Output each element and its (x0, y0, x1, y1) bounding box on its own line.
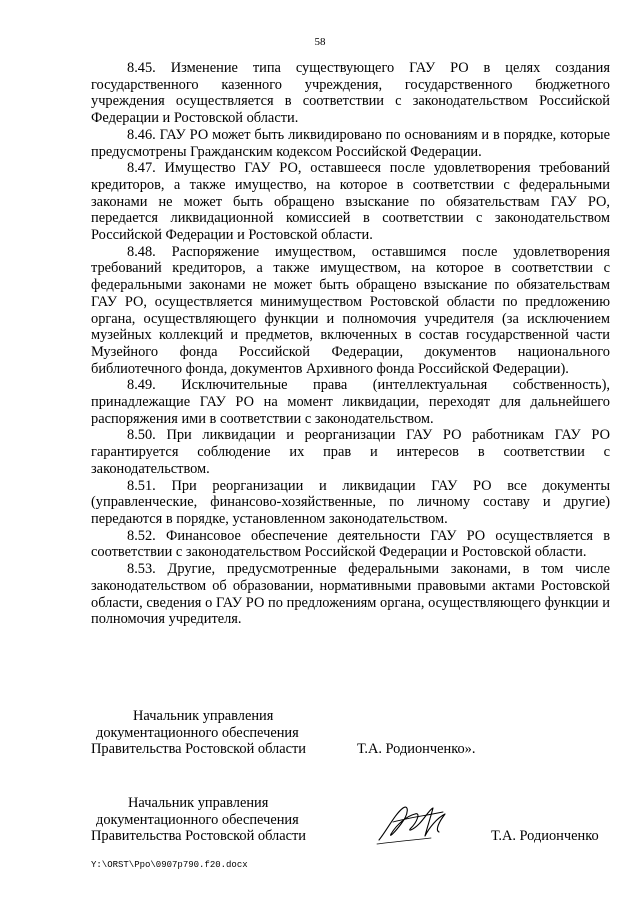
paragraph-8-53: 8.53. Другие, предусмотренные федеральными законами, в том числе законодательством об образовании, нормативными правовыми актами Ростовской области, сведения о ГАУ РО по предложениям органа, осуществляющего функции и полномочия учредителя. (91, 561, 610, 628)
document-body (91, 60, 610, 628)
paragraph-8-49: 8.49. Исключительные права (интеллектуальная собственность), принадлежащие ГАУ РО на момент ликвидации, переходят для дальнейшего распоряжения ими в соответствии с законодательством. (91, 377, 610, 427)
paragraph-8-45: 8.45. Изменение типа существующего ГАУ РО в целях создания государственного казенного учреждения, государственного бюджетного учреждения осуществляется в соответствии с законодательством Российской Федерации и Ростовской области. (91, 60, 610, 127)
paragraph-8-46: 8.46. ГАУ РО может быть ликвидировано по основаниям и в порядке, которые предусмотрены Гражданским кодексом Российской Федерации. (91, 126, 610, 160)
paragraph-8-52: 8.52. Финансовое обеспечение деятельности ГАУ РО осуществляется в соответствии с законодательством Российской Федерации и Ростовской области. (91, 527, 610, 561)
signer-title-line-2: документационного обеспечения (96, 724, 299, 741)
signer-name: Т.А. Родионченко (491, 828, 599, 844)
file-path-footer: Y:\ORST\Ppo\0907p790.f20.docx (91, 860, 248, 870)
signer-title-line-2: документационного обеспечения (96, 811, 299, 828)
page-number: 58 (314, 36, 326, 48)
signer-title-line-1: Начальник управления (133, 708, 274, 724)
signer-name: Т.А. Родионченко». (357, 741, 476, 757)
signer-title-line-3: Правительства Ростовской области (91, 828, 306, 845)
paragraph-8-47: 8.47. Имущество ГАУ РО, оставшееся после удовлетворения требований кредиторов, а также имущество, на которое в соответствии с федеральными законами не может быть обращено взыскание по обязательствам ГАУ РО, передается ликвидационной комиссией в соответствии с законодательством Российской Федерации и Ростовской области. (91, 160, 610, 244)
paragraph-8-48: 8.48. Распоряжение имуществом, оставшимся после удовлетворения требований кредиторов, а также имуществом, на которое в соответствии с федеральными законами не может быть обращено взыскание по обязательствам ГАУ РО, осуществляется минимуществом Ростовской области по предложению органа, осуществляющего функции и полномочия учредителя (за исключением музейных коллекций и предметов, включенных в состав государственной части Музейного фонда Российской Федерации, документов национального библиотечного фонда, документов Архивного фонда Российской Федерации). (91, 243, 610, 377)
quoted-signature-block (91, 708, 611, 760)
paragraph-8-50: 8.50. При ликвидации и реорганизации ГАУ РО работникам ГАУ РО гарантируется соблюдение их прав и интересов в соответствии с законодательством. (91, 427, 610, 477)
final-signature-block (91, 795, 611, 847)
signer-title-line-3: Правительства Ростовской области (91, 741, 306, 758)
paragraph-8-51: 8.51. При реорганизации и ликвидации ГАУ РО все документы (управленческие, финансово-хозяйственные, по личному составу и другие) передаются в порядке, установленном законодательством. (91, 477, 610, 527)
signer-title-line-1: Начальник управления (128, 795, 269, 811)
